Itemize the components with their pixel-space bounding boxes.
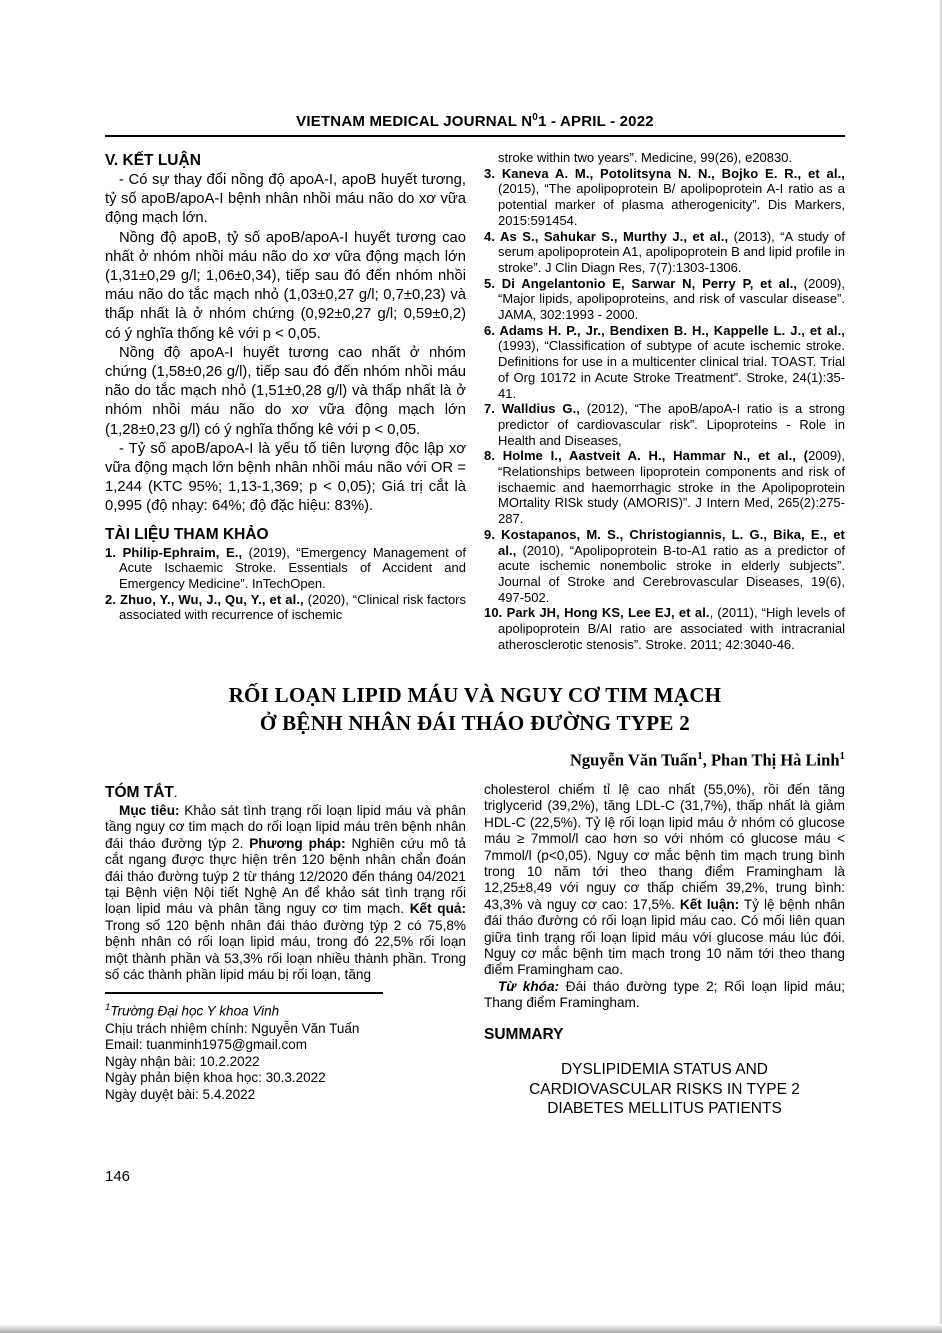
author-1-name: Nguyễn Văn Tuấn	[570, 750, 698, 769]
reference-6-text: (1993), “Classification of subtype of acute ischemic stroke. Definitions for use in a multicenter clinical trial. TOAST. Trial of Org 10172 in Acute Stroke Treatment”. Stroke, 24(1):35-41.	[498, 338, 845, 401]
conclusion-label: Kết luận:	[679, 896, 740, 912]
reference-item-6	[484, 323, 845, 402]
keywords-paragraph	[484, 979, 845, 1012]
reference-item-10	[484, 605, 845, 652]
reference-1-text: (2019), “Emergency Management of Acute Ischaemic Stroke. Essentials of Accident and Emergency Medicine”. InTechOpen.	[119, 544, 466, 592]
top-left-column	[105, 150, 466, 653]
conclusion-paragraph-2: Nồng độ apoB, tỷ số apoB/apoA-I huyết tương cao nhất ở nhóm nhồi máu não do xơ vữa động mạch lớn (1,31±0,29 g/l; 1,06±0,34), tiếp sau đó đến nhóm nhồi máu não do tắc mạch nhỏ (1,03±0,27 g/l; 0,7±0,23) và thấp nhất là ở nhóm chứng (0,92±0,27 g/l; 0,59±0,2) có ý nghĩa thống kê với p < 0,05.	[105, 229, 466, 342]
reference-4-text: (2013), “A study of serum apolipoprotein A1, apolipoprotein B and lipid profile in stroke”. J Clin Diagn Res, 7(7):1303-1306.	[498, 228, 845, 275]
reference-9-text: (2010), “Apolipoprotein B-to-A1 ratio as a predictor of acute ischemic nonembolic stroke in elderly subjects”. Journal of Stroke and Cerebrovascular Diseases, 19(6), 497-502.	[498, 542, 845, 605]
reference-2-text: (2020), “Clinical risk factors associated with recurrence of ischemic	[119, 591, 466, 623]
footnote-block	[105, 992, 466, 1103]
author-line	[105, 750, 845, 771]
method-label: Phương pháp:	[249, 835, 346, 851]
abstract-right-column	[484, 782, 845, 1134]
reference-item-8	[484, 448, 845, 527]
reference-10-text: , (2011), “High levels of apolipoprotein B/AI ratio are associated with intracranial atherosclerotic stenosis”. Stroke. 2011; 42:3040-46.	[498, 605, 845, 652]
article-title-line-1: RỐI LOẠN LIPID MÁU VÀ NGUY CƠ TIM MẠCH	[228, 682, 722, 707]
conclusion-paragraph-1: - Có sự thay đổi nồng độ apoA-I, apoB huyết tương, tỷ số apoB/apoA-I bệnh nhân nhồi máu não do xơ vữa động mạch lớn.	[105, 172, 466, 227]
reference-item-4	[484, 229, 845, 276]
reference-7-text: (2012), “The apoB/apoA-I ratio is a strong predictor of cardiovascular risk”. Lipoproteins - Role in Health and Diseases,	[498, 401, 846, 448]
result-text-left: Trong số 120 bệnh nhân đái tháo đường týp 2 có 75,8% bệnh nhân có rối loạn lipid máu, trong đó 22,5% rối loạn một thành phần và 53,3% rối loạn nhiều thành phần. Trong số các thành phần lipid máu bị rối loạn, tăng	[105, 917, 466, 983]
reference-6-authors: 6. Adams H. P., Jr., Bendixen B. H., Kappelle L. J., et al.,	[484, 322, 845, 338]
reference-3-authors: 3. Kaneva A. M., Potolitsyna N. N., Bojko E. R., et al.,	[484, 165, 845, 181]
article-title	[105, 681, 845, 737]
header-rule	[105, 135, 845, 137]
reference-4-authors: 4. As S., Sahukar S., Murthy J., et al.,	[484, 228, 729, 244]
reference-1-authors: 1. Philip-Ephraim, E.,	[105, 544, 243, 560]
summary-heading: SUMMARY	[484, 1025, 564, 1043]
reference-10-authors: 10. Park JH, Hong KS, Lee EJ, et al.	[484, 605, 710, 621]
footnote-email: Email: tuanminh1975@gmail.com	[105, 1037, 308, 1053]
keywords-text: Đái tháo đường type 2; Rối loạn lipid máu; Thang điểm Framingham.	[484, 978, 845, 1011]
author-2-affiliation-mark: 1	[839, 749, 845, 762]
conclusion-text: Tỷ lệ bệnh nhân đái tháo đường có rối loạn lipid máu cao. Có mối liên quan giữa tình trạng rối loạn lipid máu với glucose máu lúc đói. Nguy cơ mắc bệnh tim mạch trong 10 năm tới theo thang điểm Framingham cao.	[484, 896, 845, 978]
reference-8-text: 2009), “Relationships between lipoprotein components and risk of ischaemic and haemorrhagic stroke in the Apolipoprotein MOrtality RISk study (AMORIS)”. J Intern Med, 265(2):275-287.	[498, 448, 845, 527]
reference-item-3	[484, 166, 845, 229]
reference-item-9	[484, 527, 845, 606]
method-text: Nghiên cứu mô tả cắt ngang được thực hiện trên 120 bệnh nhân chẩn đoán đái tháo đường tuýp 2 từ tháng 12/2020 đến tháng 04/2021 tại Bệnh viện Nội tiết Nghệ An để khảo sát tình trạng rối loạn lipid máu và phân tầng nguy cơ tim mạch.	[105, 835, 466, 917]
footnote-received-date: Ngày nhận bài: 10.2.2022	[105, 1053, 260, 1069]
author-separator: ,	[702, 750, 711, 769]
keywords-label: Từ khóa:	[498, 978, 560, 994]
abstract-left-column	[105, 782, 466, 1134]
journal-header-prefix: VIETNAM MEDICAL JOURNAL N	[296, 113, 533, 130]
conclusion-paragraph-3: Nồng độ apoA-I huyết tương cao nhất ở nhóm chứng (1,58±0,26 g/l), tiếp sau đó đến nhóm nhồi máu não do tắc mạch nhỏ (1,51±0,28 g/l) và thấp nhất là ở nhóm nhồi máu não do xơ vữa động mạch lớn (1,28±0,23 g/l) có ý nghĩa thống kê với p < 0,05.	[105, 344, 466, 438]
top-section	[105, 150, 845, 653]
abstract-paragraph-right	[484, 782, 845, 979]
reference-9-authors: 9. Kostapanos, M. S., Christogiannis, L. G., Bika, E., et al.,	[484, 526, 845, 558]
article-title-line-2: Ở BỆNH NHÂN ĐÁI THÁO ĐƯỜNG TYPE 2	[259, 710, 691, 735]
footnote-review-date: Ngày phản biện khoa học: 30.3.2022	[105, 1070, 326, 1086]
abstract-heading-period: .	[173, 785, 178, 800]
reference-item-7	[484, 401, 845, 448]
page-content	[105, 112, 845, 1134]
conclusion-paragraph-4: - Tỷ số apoB/apoA-I là yếu tố tiên lượng độc lập xơ vữa động mạch lớn bệnh nhân nhồi máu não với OR = 1,244 (KTC 95%; 1,13-1,369; p < 0,05); Giá trị cắt là 0,995 (độ nhạy: 64%; độ đặc hiệu: 83%).	[105, 440, 466, 515]
result-label: Kết quả:	[409, 901, 466, 917]
reference-5-text: (2009), “Major lipids, apolipoproteins, and risk of vascular disease”. JAMA, 302:1993 - 2000.	[498, 275, 845, 323]
footnote-affiliation	[105, 1000, 466, 1020]
abstract-heading-text: TÓM TẮT	[105, 784, 174, 801]
reference-item-5	[484, 276, 845, 323]
abstract-section	[105, 782, 845, 1134]
reference-8-authors: 8. Holme I., Aastveit A. H., Hammar N., et al., (	[484, 448, 809, 464]
reference-item-1	[105, 545, 466, 592]
footnote-affiliation-mark: 1	[105, 1002, 111, 1014]
footnote-corresponding-author: Chịu trách nhiệm chính: Nguyễn Văn Tuấn	[105, 1020, 360, 1036]
objective-text: Khảo sát tình trạng rối loạn lipid máu và phân tầng nguy cơ tim mạch do rối loạn lipid máu trên bệnh nhân đái tháo đường týp 2.	[105, 803, 466, 851]
references-heading: TÀI LIỆU THAM KHẢO	[105, 525, 269, 543]
reference-item-2	[105, 592, 466, 623]
footnote-affiliation-text: Trường Đại học Y khoa Vinh	[110, 1003, 280, 1019]
objective-label: Mục tiêu:	[119, 803, 180, 818]
journal-header-sup: 0	[532, 112, 539, 123]
reference-5-authors: 5. Di Angelantonio E, Sarwar N, Perry P, et al.,	[484, 275, 798, 291]
journal-header	[105, 112, 845, 130]
scan-edge-bottom	[0, 1324, 942, 1333]
page-number: 146	[105, 1168, 131, 1185]
reference-3-text: (2015), “The apolipoprotein B/ apolipoprotein A-I ratio as a potential marker of plasma atherogenicity”. Dis Markers, 2015:591454.	[498, 181, 845, 228]
reference-2-continuation: stroke within two years”. Medicine, 99(26), e20830.	[498, 150, 793, 165]
footnote-rule	[105, 992, 383, 994]
abstract-paragraph-left	[105, 803, 466, 983]
abstract-heading	[105, 782, 466, 803]
summary-title: DYSLIPIDEMIA STATUS AND CARDIOVASCULAR RISKS IN TYPE 2 DIABETES MELLITUS PATIENTS	[529, 1061, 800, 1118]
author-2-name: Phan Thị Hà Linh	[710, 750, 840, 769]
result-text-right: cholesterol chiếm tỉ lệ cao nhất (55,0%), rồi đến tăng triglycerid (39,2%), tăng LDL-C (31,7%), thấp nhất là giảm HDL-C (22,5%). Tỷ lệ rối loạn lipid máu ở nhóm có glucose máu ≥ 7mmol/l cao hơn so với nhóm có glucose máu < 7mmol/l (p<0,05). Nguy cơ mắc bệnh tim mạch trung bình trong 10 năm tới theo thang điểm Framingham là 12,25±8,49 với nguy cơ thấp chiếm 39,2%, trung bình: 43,3% và nguy cơ cao: 17,5%.	[484, 782, 845, 912]
reference-7-authors: 7. Walldius G.,	[484, 401, 581, 417]
top-right-column	[484, 150, 845, 653]
footnote-accepted-date: Ngày duyệt bài: 5.4.2022	[105, 1086, 256, 1102]
author-1-affiliation-mark: 1	[697, 749, 703, 762]
reference-2-authors: 2. Zhuo, Y., Wu, J., Qu, Y., et al.,	[105, 591, 304, 607]
journal-header-suffix: 1 - APRIL - 2022	[538, 113, 654, 130]
conclusion-heading: V. KẾT LUẬN	[105, 152, 201, 169]
